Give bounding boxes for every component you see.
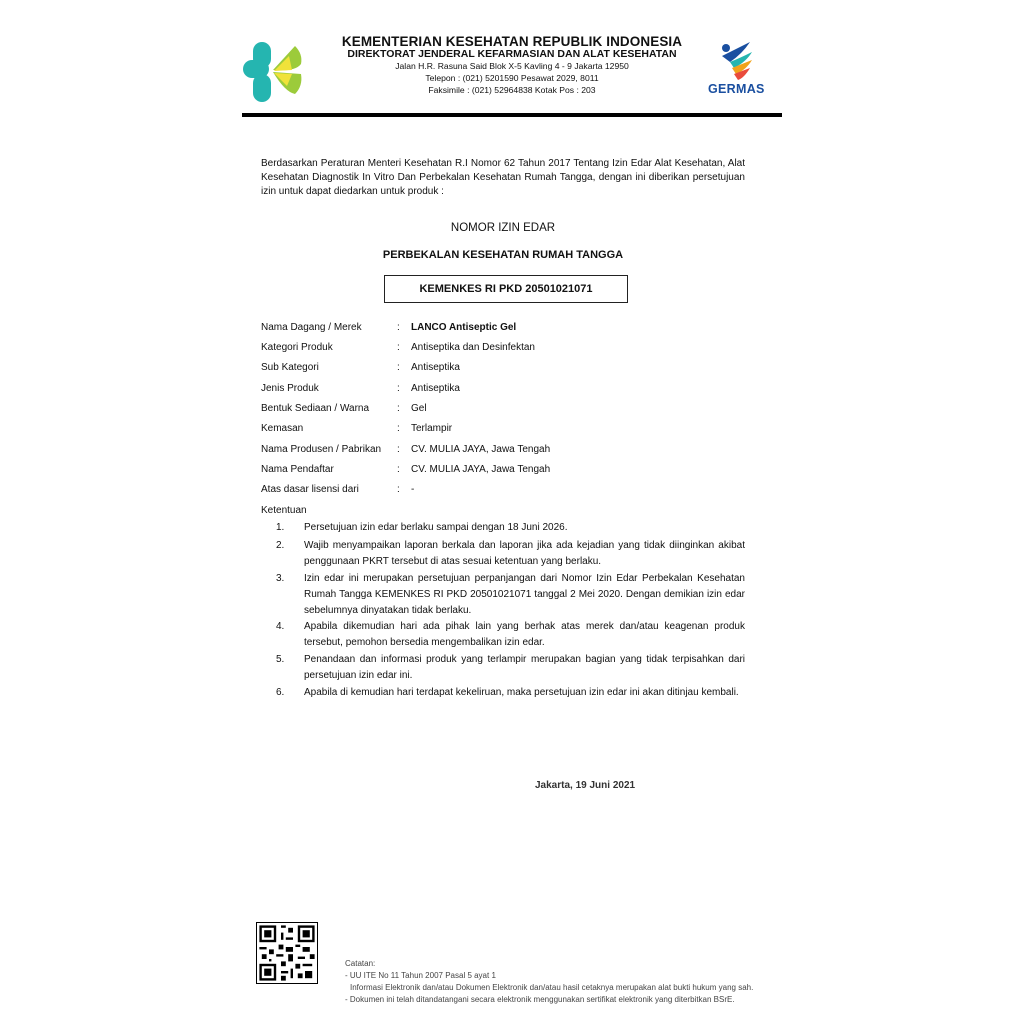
field-row — [261, 423, 751, 443]
qr-code-icon — [256, 922, 318, 984]
field-row — [261, 403, 751, 423]
field-colon: : — [397, 342, 400, 353]
field-row — [261, 383, 751, 403]
field-value: Gel — [411, 403, 427, 414]
ketentuan-item — [276, 619, 745, 651]
field-colon: : — [397, 322, 400, 333]
field-row — [261, 464, 751, 484]
field-row — [261, 322, 751, 342]
item-number: 5. — [276, 654, 285, 665]
field-value: Terlampir — [411, 423, 453, 434]
item-number: 6. — [276, 687, 285, 698]
registration-number: KEMENKES RI PKD 20501021071 — [419, 283, 593, 295]
directorate-name: DIREKTORAT JENDERAL KEFARMASIAN DAN ALAT KESEHATAN — [347, 48, 677, 60]
ketentuan-title: Ketentuan — [261, 505, 307, 516]
header-divider — [242, 113, 782, 117]
field-label: Nama Pendaftar — [261, 464, 334, 475]
intro-paragraph: Berdasarkan Peraturan Menteri Kesehatan R.I Nomor 62 Tahun 2017 Tentang Izin Edar Alat Kesehatan, Alat Kesehatan Diagnostik In Vitro Dan Perbekalan Kesehatan Rumah Tangga, dengan ini diberikan persetujuan izin untuk dapat diedarkan untuk produk : — [261, 158, 745, 197]
field-row — [261, 362, 751, 382]
germas-logo-icon — [716, 40, 760, 84]
category-title: PERBEKALAN KESEHATAN RUMAH TANGGA — [382, 249, 624, 261]
ketentuan-item — [276, 520, 745, 536]
notes-line: - Dokumen ini telah ditandatangani secara elektronik menggunakan sertifikat elektronik yang diterbitkan BSrE. — [345, 995, 735, 1004]
nomor-title: NOMOR IZIN EDAR — [450, 222, 556, 234]
ketentuan-item — [276, 571, 745, 619]
field-value: LANCO Antiseptic Gel — [411, 322, 517, 333]
field-row — [261, 342, 751, 362]
field-label: Kemasan — [261, 423, 304, 434]
field-colon: : — [397, 464, 400, 475]
notes-line: - UU ITE No 11 Tahun 2007 Pasal 5 ayat 1 — [345, 971, 496, 980]
field-label: Kategori Produk — [261, 342, 333, 353]
ketentuan-item — [276, 652, 745, 684]
notes-title: Catatan: — [345, 959, 376, 968]
ketentuan-item — [276, 538, 745, 570]
field-value: Antiseptika — [411, 383, 460, 394]
germas-label: GERMAS — [708, 82, 765, 96]
field-value: CV. MULIA JAYA, Jawa Tengah — [411, 464, 551, 475]
field-label: Atas dasar lisensi dari — [261, 484, 359, 495]
field-row — [261, 484, 751, 504]
field-colon: : — [397, 362, 400, 373]
field-colon: : — [397, 403, 400, 414]
ministry-name: KEMENTERIAN KESEHATAN REPUBLIK INDONESIA — [341, 34, 683, 49]
field-label: Sub Kategori — [261, 362, 319, 373]
item-text: Persetujuan izin edar berlaku sampai dengan 18 Juni 2026. — [304, 522, 568, 533]
field-value: Antiseptika dan Desinfektan — [411, 342, 535, 353]
field-row — [261, 444, 751, 464]
field-value: - — [411, 484, 415, 495]
item-text: Penandaan dan informasi produk yang terlampir merupakan bagian yang tidak terpisahkan dari persetujuan izin edar ini. — [304, 654, 745, 681]
issue-date: Jakarta, 19 Juni 2021 — [535, 780, 636, 791]
ketentuan-item — [276, 685, 745, 701]
address: Jalan H.R. Rasuna Said Blok X-5 Kavling 4 - 9 Jakarta 12950 — [395, 61, 629, 71]
field-colon: : — [397, 423, 400, 434]
item-number: 4. — [276, 621, 285, 632]
item-text: Izin edar ini merupakan persetujuan perpanjangan dari Nomor Izin Edar Perbekalan Kesehatan Rumah Tangga KEMENKES RI PKD 20501021071 tanggal 2 Mei 2020. Dengan demikian izin edar sebelumnya dinyatakan tidak berlaku. — [304, 573, 745, 616]
item-number: 1. — [276, 522, 285, 533]
field-value: Antiseptika — [411, 362, 460, 373]
item-text: Apabila di kemudian hari terdapat kekeliruan, maka persetujuan izin edar ini akan ditinjau kembali. — [304, 687, 739, 698]
field-value: CV. MULIA JAYA, Jawa Tengah — [411, 444, 551, 455]
item-text: Apabila dikemudian hari ada pihak lain yang berhak atas merek dan/atau keagenan produk tersebut, pemohon bersedia mengembalikan izin edar. — [304, 621, 745, 648]
notes-line: Informasi Elektronik dan/atau Dokumen Elektronik dan/atau hasil cetaknya merupakan alat bukti hukum yang sah. — [350, 983, 754, 992]
registration-number-box — [384, 275, 628, 303]
field-label: Bentuk Sediaan / Warna — [261, 403, 370, 414]
field-label: Nama Produsen / Pabrikan — [261, 444, 382, 455]
item-number: 2. — [276, 540, 285, 551]
field-colon: : — [397, 383, 400, 394]
phone: Telepon : (021) 5201590 Pesawat 2029, 8011 — [425, 73, 599, 83]
field-label: Nama Dagang / Merek — [261, 322, 362, 333]
kemenkes-logo-icon — [243, 40, 305, 104]
item-number: 3. — [276, 573, 285, 584]
field-colon: : — [397, 444, 400, 455]
fax: Faksimile : (021) 52964838 Kotak Pos : 203 — [428, 85, 596, 95]
field-label: Jenis Produk — [261, 383, 319, 394]
item-text: Wajib menyampaikan laporan berkala dan laporan jika ada kejadian yang tidak diinginkan akibat penggunaan PKRT tersebut di atas sesuai ketentuan yang berlaku. — [304, 540, 745, 567]
field-colon: : — [397, 484, 400, 495]
